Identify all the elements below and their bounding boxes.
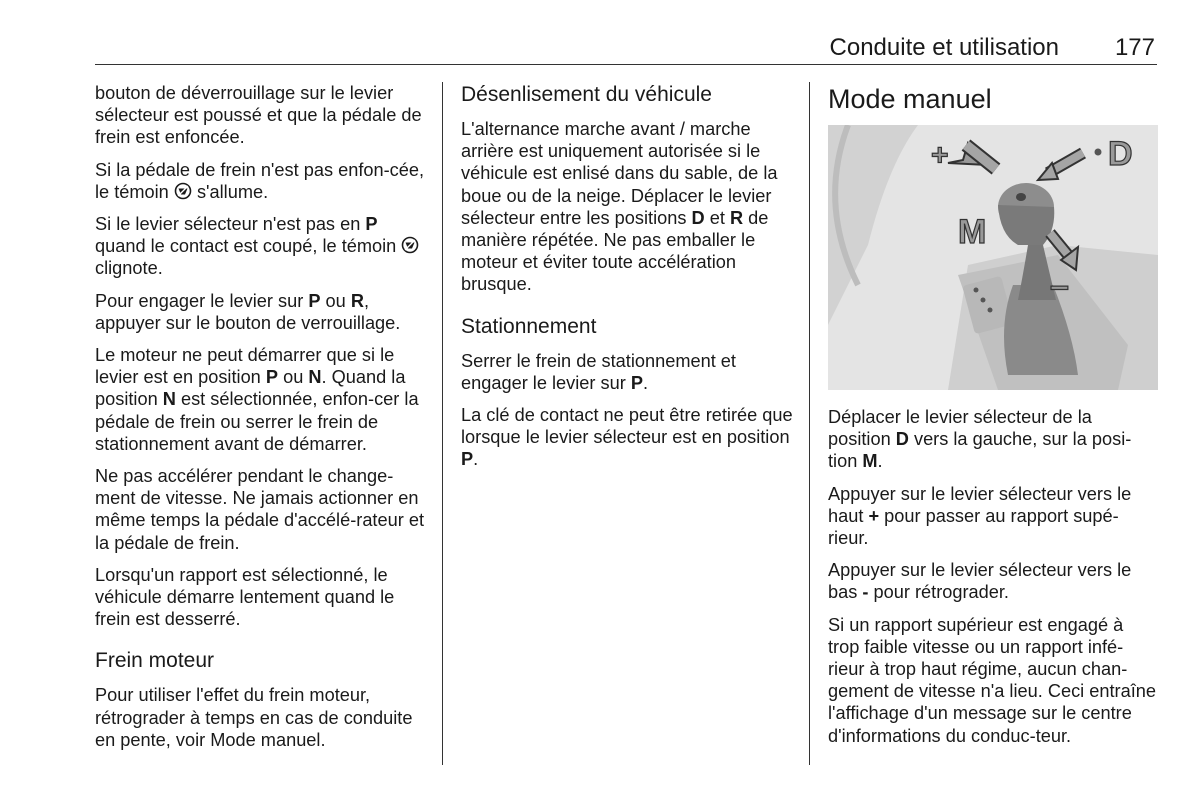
paragraph: Serrer le frein de stationnement et engager le levier sur P. — [461, 350, 736, 393]
paragraph: Ne pas accélérer pendant le change-ment de vitesse. Ne jamais actionner en même temps la pédale d'accélé-rateur et la pédale de frein. — [95, 466, 424, 553]
paragraph: Si la pédale de frein n'est pas enfon-cée, le témoin s'allume. — [95, 159, 425, 202]
page-number: 177 — [1114, 34, 1155, 61]
column-left — [95, 82, 427, 761]
heading-stationnement: Stationnement — [461, 314, 597, 338]
paragraph: Pour utiliser l'effet du frein moteur, rétrograder à temps en cas de conduite en pente, voir Mode manuel. — [95, 685, 413, 750]
brake-pedal-warning-icon — [401, 236, 419, 254]
page-header — [95, 30, 1157, 65]
paragraph: Appuyer sur le levier sélecteur vers le bas - pour rétrograder. — [828, 560, 1132, 603]
paragraph: Lorsqu'un rapport est sélectionné, le véhicule démarre lentement quand le frein est desserré. — [95, 564, 395, 630]
paragraph: bouton de déverrouillage sur le levier sélecteur est poussé et que la pédale de frein est enfoncée. — [95, 83, 422, 148]
m-label: M — [958, 213, 987, 251]
paragraph: Le moteur ne peut démarrer que si le levier est en position P ou N. Quand la position N est sélectionnée, enfon-cer la pédale de frein ou serrer le frein de stationnement avant de démarrer. — [95, 345, 419, 454]
brake-pedal-warning-icon — [174, 182, 192, 200]
heading-frein-moteur: Frein moteur — [95, 649, 215, 673]
column-right — [828, 83, 1158, 757]
section-title: Conduite et utilisation — [829, 34, 1059, 61]
plus-label: + — [931, 139, 949, 172]
heading-mode-manuel: Mode manuel — [828, 84, 992, 114]
paragraph: Appuyer sur le levier sélecteur vers le haut + pour passer au rapport supé-rieur. — [828, 483, 1132, 549]
paragraph: La clé de contact ne peut être retirée que lorsque le levier sélecteur est en position P. — [461, 405, 793, 470]
heading-desenlisement: Désenlisement du véhicule — [461, 83, 712, 106]
column-divider — [442, 82, 443, 765]
column-middle — [461, 82, 793, 481]
gear-selector-illustration — [828, 125, 1158, 390]
paragraph: Si le levier sélecteur n'est pas en P quand le contact est coupé, le témoin clignote. — [95, 213, 427, 280]
paragraph: Déplacer le levier sélecteur de la position D vers la gauche, sur la posi-tion M. — [828, 407, 1132, 472]
paragraph: Si un rapport supérieur est engagé à trop faible vitesse ou un rapport infé-rieur à trop haut régime, aucun chan-gement de vitesse n'a lieu. Ceci entraîne l'affichage d'un message sur le centre d'informations du conduc-teur. — [828, 614, 1157, 746]
d-label: D — [1108, 135, 1133, 173]
minus-label: – — [1050, 267, 1069, 305]
paragraph: L'alternance marche avant / marche arrière est uniquement autorisée si le véhicule est enlisé dans du sable, de la boue ou de la neige. Déplacer le levier sélecteur entre les positions D et R de manière répétée. Ne pas emballer le moteur et éviter toute accélération brusque. — [461, 119, 778, 295]
paragraph: Pour engager le levier sur P ou R, appuyer sur le bouton de verrouillage. — [95, 290, 401, 333]
column-divider — [809, 82, 810, 765]
